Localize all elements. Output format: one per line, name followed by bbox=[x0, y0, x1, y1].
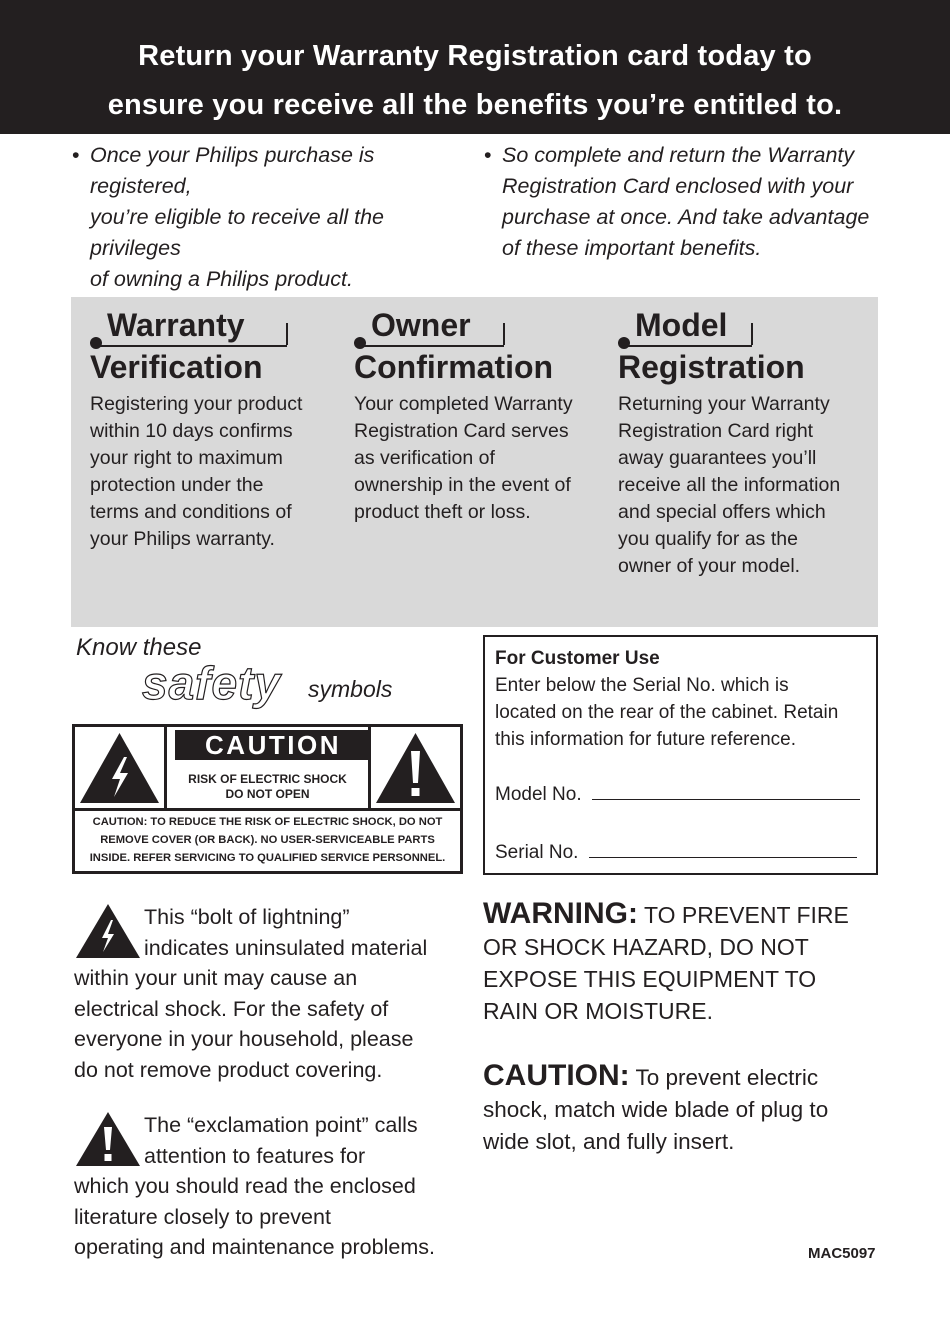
warning-notice bbox=[483, 898, 883, 1027]
intro-left bbox=[72, 140, 470, 295]
intro-line: Registration Card enclosed with your bbox=[502, 174, 854, 198]
title-underline bbox=[96, 345, 287, 347]
serial-number-field[interactable] bbox=[589, 857, 857, 858]
benefit-body: Returning your Warranty Registration Card right away guarantees you’ll receive all the information and special offers which you qualify for as the owner of your model. bbox=[618, 393, 841, 577]
title-tick bbox=[751, 323, 753, 345]
intro-line: purchase at once. And take advantage bbox=[502, 205, 870, 229]
caution-line: To prevent electric bbox=[629, 1065, 819, 1090]
warning-line: EXPOSE THIS EQUIPMENT TO bbox=[483, 966, 817, 992]
intro-line: of owning a Philips product. bbox=[90, 267, 353, 291]
caution-warning-text: CAUTION: TO REDUCE THE RISK OF ELECTRIC SHOCK, DO NOT REMOVE COVER (OR BACK). NO USER-SERVICEABLE PARTS INSIDE. REFER SERVICING TO QUALIFIED SERVICE PERSONNEL. bbox=[89, 816, 446, 864]
serial-number-label: Serial No. bbox=[495, 842, 579, 863]
benefit-title-bottom: Verification bbox=[90, 349, 263, 385]
customer-use-line: this information for future reference. bbox=[495, 729, 796, 750]
benefit-body: Registering your product within 10 days confirms your right to maximum protection under the terms and conditions of your Philips warranty. bbox=[90, 393, 303, 550]
bullet-dot-icon bbox=[354, 337, 366, 349]
exclamation-triangle-icon bbox=[74, 1110, 142, 1168]
warning-line: RAIN OR MOISTURE. bbox=[483, 998, 714, 1024]
bullet-dot-icon bbox=[618, 337, 630, 349]
caution-left-cell bbox=[75, 727, 167, 808]
bullet-dot-icon bbox=[90, 337, 102, 349]
bullet: • bbox=[484, 143, 492, 167]
title-tick bbox=[503, 323, 505, 345]
model-code: MAC5097 bbox=[808, 1245, 876, 1262]
title-tick bbox=[286, 323, 288, 345]
benefit-title-top: Model bbox=[618, 305, 873, 345]
caution-line: wide slot, and fully insert. bbox=[483, 1129, 735, 1154]
bullet: • bbox=[72, 143, 80, 167]
title-underline bbox=[360, 345, 504, 347]
expl-line: attention to features for bbox=[144, 1143, 366, 1168]
benefit-title-top: Owner bbox=[354, 305, 604, 345]
exclamation-explanation bbox=[74, 1110, 466, 1263]
intro-line: So complete and return the Warranty bbox=[502, 143, 855, 167]
expl-line: electrical shock. For the safety of bbox=[74, 996, 389, 1021]
expl-line: This “bolt of lightning” bbox=[144, 905, 350, 929]
title-underline bbox=[624, 345, 752, 347]
benefits-panel bbox=[71, 297, 878, 627]
lightning-triangle-icon bbox=[75, 727, 164, 808]
benefit-title-bottom: Confirmation bbox=[354, 349, 554, 385]
customer-use-line: Enter below the Serial No. which is bbox=[495, 675, 789, 696]
expl-line: indicates uninsulated material bbox=[144, 935, 428, 960]
caution-notice bbox=[483, 1060, 883, 1158]
expl-line: within your unit may cause an bbox=[74, 966, 358, 990]
customer-use-line: located on the rear of the cabinet. Retain bbox=[495, 702, 839, 723]
expl-line: literature closely to prevent bbox=[74, 1204, 331, 1229]
warning-line: OR SHOCK HAZARD, DO NOT bbox=[483, 934, 809, 960]
model-number-label: Model No. bbox=[495, 784, 582, 805]
banner-line-2: ensure you receive all the benefits you’re entitled to. bbox=[107, 89, 843, 121]
expl-line: do not remove product covering. bbox=[74, 1057, 383, 1082]
know-these-label: Know these bbox=[76, 634, 202, 661]
lightning-explanation bbox=[74, 902, 466, 1085]
warning-label: WARNING: bbox=[483, 897, 638, 930]
safety-word: safety bbox=[142, 657, 281, 709]
caution-label-text: CAUTION: bbox=[483, 1059, 630, 1092]
expl-line: The “exclamation point” calls bbox=[144, 1113, 418, 1137]
caution-line: shock, match wide blade of plug to bbox=[483, 1097, 829, 1122]
caution-risk-text: RISK OF ELECTRIC SHOCK DO NOT OPEN bbox=[188, 772, 347, 801]
customer-use-box bbox=[483, 635, 878, 875]
customer-use-heading: For Customer Use bbox=[495, 648, 660, 669]
benefit-title-bottom: Registration bbox=[618, 349, 805, 385]
model-number-field[interactable] bbox=[592, 799, 860, 800]
benefit-title-top: Warranty bbox=[90, 305, 340, 345]
banner-line-1: Return your Warranty Registration card today to bbox=[138, 40, 812, 72]
warning-line: TO PREVENT FIRE bbox=[637, 902, 849, 928]
intro-line: you’re eligible to receive all the privileges bbox=[90, 205, 384, 260]
expl-line: which you should read the enclosed bbox=[74, 1174, 416, 1198]
lightning-triangle-icon bbox=[74, 902, 142, 960]
benefit-model bbox=[618, 305, 873, 580]
intro-right bbox=[484, 140, 882, 264]
expl-line: everyone in your household, please bbox=[74, 1027, 414, 1051]
model-number-row bbox=[495, 781, 860, 808]
benefit-owner bbox=[354, 305, 604, 526]
benefit-body: Your completed Warranty Registration Card serves as verification of ownership in the event of product theft or loss. bbox=[354, 393, 573, 523]
symbols-label: symbols bbox=[308, 676, 393, 702]
intro-line: Once your Philips purchase is registered, bbox=[90, 143, 375, 198]
intro-line: of these important benefits. bbox=[502, 236, 762, 260]
caution-title: CAUTION bbox=[175, 730, 371, 760]
header-banner bbox=[0, 0, 950, 134]
benefit-warranty bbox=[90, 305, 340, 553]
serial-number-row bbox=[495, 839, 857, 866]
caution-label bbox=[72, 724, 463, 874]
exclamation-triangle-icon bbox=[371, 727, 460, 808]
caution-right-cell bbox=[368, 727, 460, 808]
expl-line: operating and maintenance problems. bbox=[74, 1235, 435, 1259]
